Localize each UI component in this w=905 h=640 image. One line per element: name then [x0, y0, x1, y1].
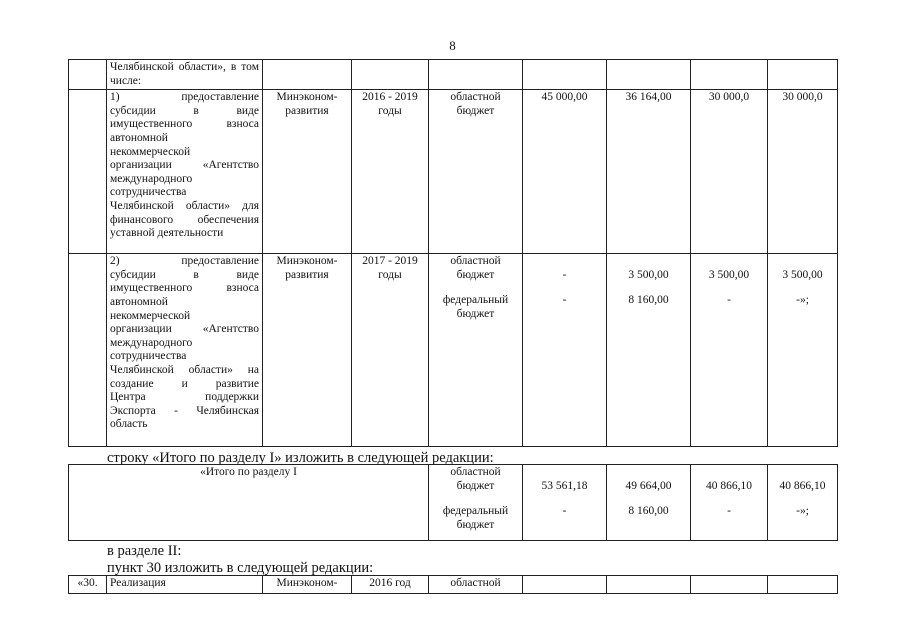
number-cell: «30. — [69, 576, 107, 594]
period-cell: 2017 - 2019 годы — [352, 254, 429, 447]
measure-description: 1) предоставление субсидии в виде имущественного взноса автономной некоммерческой организации «Агентство международного сотрудничества Челябинской области» для финансового обеспечения уставной деятельности — [107, 90, 263, 254]
value-cell: 40 866,10 - — [691, 465, 768, 541]
value-cell: 53 561,18 - — [523, 465, 607, 541]
value-cell — [523, 576, 607, 594]
source-cell — [429, 60, 523, 90]
value-cell — [768, 60, 838, 90]
value-cell: 3 500,00 -»; — [768, 254, 838, 447]
period-cell — [352, 60, 429, 90]
period-cell: 2016 год — [352, 576, 429, 594]
total-table — [68, 464, 838, 541]
source-cell: областной бюджет федеральный бюджет — [429, 465, 523, 541]
source-cell: областной бюджет федеральный бюджет — [429, 254, 523, 447]
value-cell — [523, 60, 607, 90]
table-row — [69, 60, 838, 90]
executor-cell — [263, 60, 352, 90]
value-cell: 3 500,00 - — [691, 254, 768, 447]
executor-cell: Минэконом- — [263, 576, 352, 594]
table-row — [69, 254, 838, 447]
value-cell: 30 000,0 — [691, 90, 768, 254]
measure-description: Челябинской области», в том числе: — [107, 60, 263, 90]
value-cell — [691, 576, 768, 594]
table-row — [69, 90, 838, 254]
period-cell: 2016 - 2019 годы — [352, 90, 429, 254]
number-cell — [69, 90, 107, 254]
value-cell — [607, 576, 691, 594]
instruction-text: строку «Итого по разделу I» изложить в следующей редакции: — [107, 450, 494, 466]
value-cell: 30 000,0 — [768, 90, 838, 254]
value-cell: - - — [523, 254, 607, 447]
item-30-table — [68, 575, 838, 594]
page-number: 8 — [449, 38, 456, 53]
measure-description: 2) предоставление субсидии в виде имущественного взноса автономной некоммерческой организации «Агентство международного сотрудничества Челябинской области» на создание и развитие Центра поддержки Экспорта - Челябинская область — [107, 254, 263, 447]
total-label: «Итого по разделу I — [69, 465, 429, 541]
table-row — [69, 576, 838, 594]
value-cell: 36 164,00 — [607, 90, 691, 254]
value-cell: 45 000,00 — [523, 90, 607, 254]
value-cell — [691, 60, 768, 90]
source-cell: областной — [429, 576, 523, 594]
program-table — [68, 59, 838, 447]
table-row — [69, 465, 838, 541]
value-cell: 49 664,00 8 160,00 — [607, 465, 691, 541]
value-cell: 3 500,00 8 160,00 — [607, 254, 691, 447]
value-cell — [607, 60, 691, 90]
executor-cell: Минэконом- развития — [263, 254, 352, 447]
number-cell — [69, 254, 107, 447]
value-cell — [768, 576, 838, 594]
number-cell — [69, 60, 107, 90]
value-cell: 40 866,10 -»; — [768, 465, 838, 541]
section-heading-text: в разделе II: — [107, 543, 182, 559]
source-cell: областной бюджет — [429, 90, 523, 254]
executor-cell: Минэконом- развития — [263, 90, 352, 254]
instruction-text: пункт 30 изложить в следующей редакции: — [107, 560, 374, 576]
measure-description: Реализация — [107, 576, 263, 594]
